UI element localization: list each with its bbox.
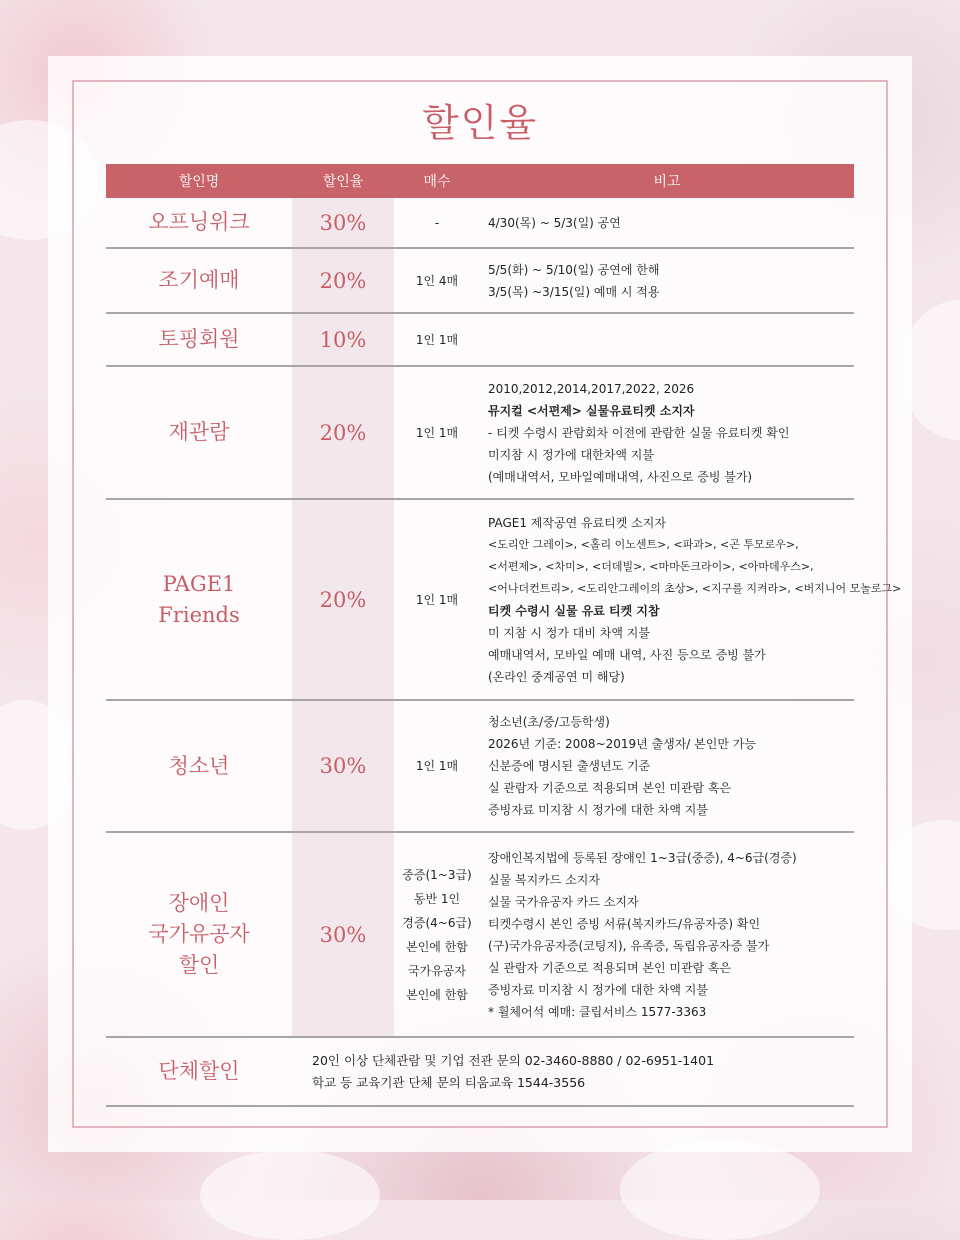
ticket-quantity — [394, 366, 480, 499]
group-discount-name: 단체할인 — [106, 1037, 292, 1106]
note-line: - 티켓 수령시 관람회차 이전에 관람한 실물 유료티켓 확인 — [488, 425, 790, 440]
table-row — [106, 366, 854, 499]
discount-rate: 20% — [292, 499, 394, 700]
note-line: 청소년(초/중/고등학생) — [488, 715, 610, 729]
quantity-line: 1인 1매 — [415, 425, 459, 440]
discount-rate: 30% — [292, 700, 394, 832]
note-line: 장애인복지법에 등록된 장애인 1~3급(중증), 4~6급(경증) — [488, 850, 797, 865]
discount-name — [106, 499, 292, 700]
note-line: 실 관람자 기준으로 적용되며 본인 미관람 혹은 — [488, 960, 732, 975]
quantity-line: 1인 1매 — [415, 759, 459, 773]
discount-rate: 20% — [292, 248, 394, 313]
header-qty: 매수 — [394, 164, 480, 198]
quantity-line: 1인 1매 — [415, 592, 459, 607]
note-line: 티켓수령시 본인 증빙 서류(복지카드/유공자증) 확인 — [488, 916, 761, 931]
table-header-row — [106, 164, 854, 198]
note-line: 5/5(화) ~ 5/10(일) 공연에 한해 — [488, 262, 660, 277]
note-line: 증빙자료 미지참 시 정가에 대한 차액 지불 — [488, 803, 708, 817]
discount-rate: 10% — [292, 313, 394, 366]
quantity-line: 중증(1~3급) — [402, 867, 472, 882]
note-line: 실물 국가유공자 카드 소지자 — [488, 894, 639, 909]
note-line: 티켓 수령시 실물 유료 티켓 지참 — [488, 603, 660, 618]
discount-name-line: PAGE1 — [162, 571, 236, 596]
note-line: 예매내역서, 모바일 예매 내역, 사진 등으로 증빙 불가 — [488, 647, 766, 662]
quantity-line: 경증(4~6급) — [402, 915, 472, 930]
discount-name — [106, 366, 292, 499]
quantity-line: 본인에 한함 — [406, 987, 468, 1002]
ticket-quantity — [394, 248, 480, 313]
quantity-line: 1인 1매 — [415, 332, 459, 347]
table-row — [106, 313, 854, 366]
group-discount-row — [106, 1037, 854, 1106]
note-line: PAGE1 제작공연 유료티켓 소지자 — [488, 515, 666, 530]
discount-name — [106, 700, 292, 832]
discount-notes — [480, 366, 854, 499]
group-note-line: 20인 이상 단체관람 및 기업 전관 문의 02-3460-8880 / 02-6951-1401 — [312, 1052, 715, 1068]
ticket-quantity — [394, 198, 480, 248]
discount-name-line: 할인 — [178, 953, 220, 977]
discount-name — [106, 198, 292, 248]
note-line: 미지참 시 정가에 대한차액 지불 — [488, 447, 654, 462]
table-row — [106, 198, 854, 248]
discount-name-line: 조기예매 — [158, 268, 240, 292]
quantity-line: 동반 1인 — [413, 891, 461, 906]
discount-rate: 20% — [292, 366, 394, 499]
note-line: <서편제>, <차미>, <더데빌>, <마마돈크라이>, <아마데우스>, — [488, 559, 814, 573]
discount-name-line: 오프닝위크 — [148, 210, 250, 234]
discount-name-line: 재관람 — [168, 420, 230, 444]
quantity-line: 1인 4매 — [415, 273, 459, 288]
table-row — [106, 832, 854, 1037]
discount-rate: 30% — [292, 832, 394, 1037]
note-line: 증빙자료 미지참 시 정가에 대한 차액 지불 — [488, 982, 708, 997]
ticket-quantity — [394, 499, 480, 700]
discount-name-line: 토핑회원 — [158, 327, 240, 351]
discount-notes — [480, 198, 854, 248]
table-row — [106, 700, 854, 832]
discount-name-line: 청소년 — [168, 753, 230, 778]
discount-notes — [480, 313, 854, 366]
note-line: 신분증에 명시된 출생년도 기준 — [488, 759, 651, 773]
note-line: 미 지참 시 정가 대비 차액 지불 — [488, 625, 650, 640]
group-discount-notes — [292, 1037, 854, 1106]
table-row — [106, 499, 854, 700]
discount-notes — [480, 700, 854, 832]
note-line: 뮤지컬 <서편제> 실물유료티켓 소지자 — [488, 403, 695, 418]
note-line: 3/5(목) ~3/15(일) 예매 시 적용 — [488, 284, 660, 299]
discount-notes — [480, 832, 854, 1037]
note-line: 실 관람자 기준으로 적용되며 본인 미관람 혹은 — [488, 781, 732, 795]
discount-name-line: 국가유공자 — [148, 922, 250, 946]
ticket-quantity — [394, 700, 480, 832]
ticket-quantity — [394, 832, 480, 1037]
blossom-decoration — [200, 1150, 380, 1240]
header-rate: 할인율 — [292, 164, 394, 198]
discount-name — [106, 248, 292, 313]
header-name: 할인명 — [106, 164, 292, 198]
ticket-quantity — [394, 313, 480, 366]
discount-rate: 30% — [292, 198, 394, 248]
discount-name-line: Friends — [158, 602, 240, 627]
note-line: <도리안 그레이>, <홀리 이노센트>, <파과>, <곤 투모로우>, — [488, 537, 799, 551]
note-line: <어나더컨트리>, <도리안그레이의 초상>, <지구를 지켜라>, <버지니어 모놀로그> — [488, 581, 902, 595]
note-line: (예매내역서, 모바일예매내역, 사진으로 증빙 불가) — [488, 469, 753, 484]
discount-name — [106, 313, 292, 366]
note-line: (온라인 중계공연 미 해당) — [488, 669, 625, 684]
blossom-decoration — [620, 1140, 820, 1240]
note-line: 2010,2012,2014,2017,2022, 2026 — [488, 381, 695, 396]
discount-name-line: 장애인 — [168, 891, 230, 915]
quantity-line: - — [434, 215, 440, 230]
table-row — [106, 248, 854, 313]
discount-table — [106, 164, 902, 1107]
note-line: * 휠체어석 예매: 클립서비스 1577-3363 — [488, 1004, 707, 1019]
quantity-line: 본인에 한함 — [406, 939, 468, 954]
note-line: 실물 복지카드 소지자 — [488, 872, 600, 887]
note-line: (구)국가유공자증(코팅지), 유족증, 독립유공자증 불가 — [488, 938, 770, 953]
discount-notes — [480, 248, 854, 313]
group-note-line: 학교 등 교육기관 단체 문의 티움교육 1544-3556 — [312, 1074, 586, 1090]
note-line: 2026년 기준: 2008~2019년 출생자/ 본인만 가능 — [488, 737, 756, 751]
discount-notes — [480, 499, 902, 700]
header-note: 비고 — [480, 164, 854, 198]
note-line: 4/30(목) ~ 5/3(일) 공연 — [488, 215, 621, 230]
page-title: 할인율 — [421, 101, 539, 145]
quantity-line: 국가유공자 — [408, 963, 466, 978]
discount-name — [106, 832, 292, 1037]
